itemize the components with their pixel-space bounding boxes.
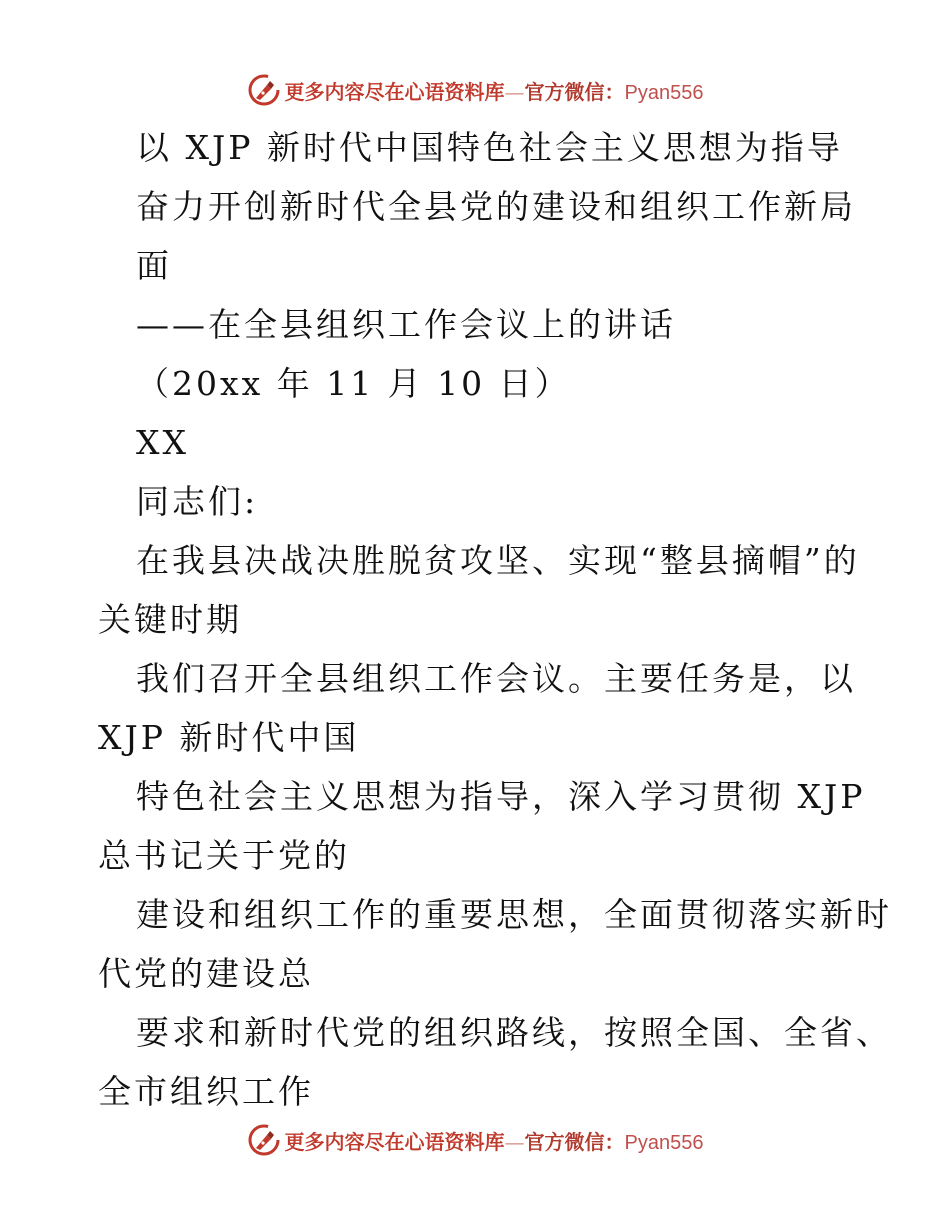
text-line: XJP 新时代中国 — [98, 718, 360, 757]
text-line: 全市组织工作 — [98, 1072, 314, 1111]
text-line: 建设和组织工作的重要思想，全面贯彻落实新时 — [136, 895, 892, 934]
text-line: 以 XJP 新时代中国特色社会主义思想为指导 — [136, 128, 843, 167]
pen-nib-logo-icon — [247, 73, 281, 107]
text-line: 要求和新时代党的组织路线，按照全国、全省、 — [136, 1013, 892, 1052]
document-body — [98, 118, 892, 1121]
watermark-dash: — — [504, 79, 525, 104]
text-line: 在我县决战决胜脱贫攻坚、实现“整县摘帽”的 — [136, 541, 860, 580]
watermark-text — [285, 76, 704, 105]
text-line: 总书记关于党的 — [98, 836, 350, 875]
text-line: 关键时期 — [98, 600, 242, 639]
text-line: 奋力开创新时代全县党的建设和组织工作新局 — [136, 187, 856, 226]
watermark-main-text: 更多内容尽在心语资料库 — [284, 79, 505, 104]
watermark-wechat-id: Pyan556 — [624, 81, 704, 104]
pen-nib-logo-icon — [247, 1123, 281, 1157]
header-watermark — [0, 70, 950, 110]
watermark-main-text: 更多内容尽在心语资料库 — [284, 1129, 505, 1154]
footer-watermark — [0, 1120, 950, 1160]
text-line: 我们召开全县组织工作会议。主要任务是，以 — [136, 659, 856, 698]
watermark-wechat-id: Pyan556 — [624, 1131, 704, 1154]
text-line: 同志们: — [136, 482, 259, 521]
text-line: 代党的建设总 — [98, 954, 314, 993]
watermark-text — [285, 1126, 704, 1155]
text-line: XX — [136, 423, 189, 462]
watermark-dash: — — [504, 1129, 525, 1154]
watermark-label: 官方微信： — [524, 79, 625, 104]
text-line: （20xx 年 11 月 10 日） — [136, 364, 571, 403]
text-line: 面 — [136, 246, 172, 285]
text-line: ——在全县组织工作会议上的讲话 — [136, 305, 676, 344]
text-line: 特色社会主义思想为指导，深入学习贯彻 XJP — [136, 777, 866, 816]
watermark-label: 官方微信： — [524, 1129, 625, 1154]
